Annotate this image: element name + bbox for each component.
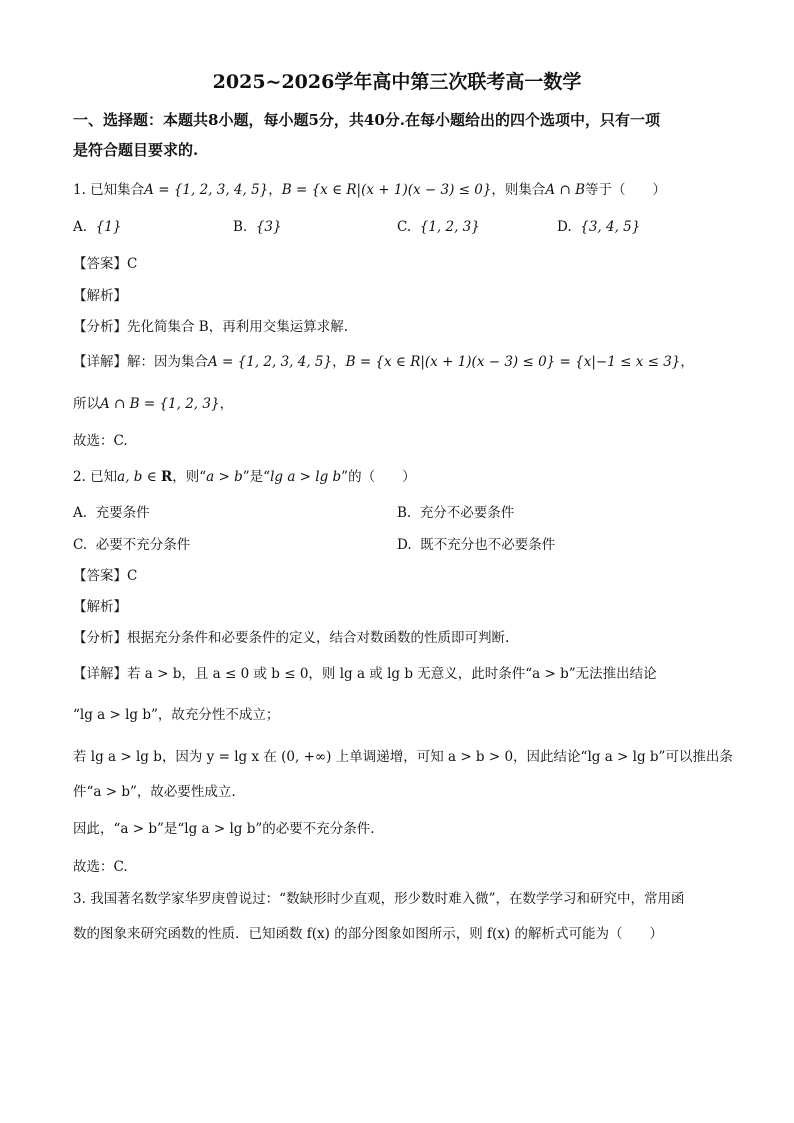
q2-option-c — [73, 535, 190, 555]
q2-option-d — [397, 535, 555, 555]
q1-detail — [73, 352, 694, 372]
option-value: 充要条件 — [95, 505, 150, 521]
q1-detail-prefix: 【详解】解：因为集合 — [73, 354, 208, 370]
q1-option-a — [73, 217, 121, 237]
option-label: B. — [233, 219, 248, 235]
q2-detail-line5: 因此，“a > b”是“lg a > lg b”的必要不充分条件. — [73, 821, 375, 837]
option-value: 充分不必要条件 — [419, 505, 515, 521]
q2-detail-line2: “lg a > lg b”，故充分性不成立； — [73, 707, 280, 723]
q2-stem-mid1: ，则“ — [172, 469, 207, 485]
q1-stem-suffix: 等于（ ） — [585, 182, 666, 198]
option-value: {1} — [95, 219, 122, 235]
section-heading-line2: 是符合题目要求的. — [73, 141, 199, 159]
q2-stem-prefix: 2. 已知 — [73, 469, 118, 485]
q1-stem-prefix: 1. 已知集合 — [73, 182, 145, 198]
q1-detail-end: ， — [680, 354, 694, 370]
q1-so — [73, 394, 233, 414]
section-heading-line1: 一、选择题：本题共8小题，每小题5分，共40分.在每小题给出的四个选项中，只有一项 — [73, 111, 660, 129]
option-label: C. — [73, 537, 88, 553]
q2-option-a — [73, 503, 150, 523]
q1-fenxi: 【分析】先化简集合 B，再利用交集运算求解. — [73, 319, 349, 335]
q2-answer: 【答案】C — [73, 568, 138, 584]
q1-answer: 【答案】C — [73, 256, 138, 272]
q1-stem-mid: ，则集合 — [491, 182, 546, 198]
q2-real-set: R — [161, 469, 173, 485]
q1-option-b — [233, 217, 282, 237]
option-label: D. — [557, 219, 572, 235]
q2-ab: a, b ∈ — [117, 469, 162, 485]
option-label: D. — [397, 537, 412, 553]
q1-detail-set-a: A = {1, 2, 3, 4, 5} — [208, 354, 333, 370]
option-label: C. — [397, 219, 412, 235]
q1-stem — [73, 180, 666, 200]
q2-cond2: lg a > lg b — [270, 469, 342, 485]
q1-option-c — [397, 217, 480, 237]
q1-so-prefix: 所以 — [73, 396, 100, 412]
q1-so-end: ， — [219, 396, 234, 412]
q2-option-b — [397, 503, 514, 523]
option-label: A. — [73, 219, 88, 235]
option-value: {3} — [255, 219, 282, 235]
q1-set-b: B = {x ∈ R|(x + 1)(x − 3) ≤ 0} — [281, 182, 492, 198]
option-value: {3, 4, 5} — [580, 219, 641, 235]
q1-separator: ， — [268, 182, 282, 198]
option-value: 必要不充分条件 — [95, 537, 191, 553]
q2-fenxi: 【分析】根据充分条件和必要条件的定义，结合对数函数的性质即可判断. — [73, 630, 510, 646]
q3-stem-line2: 数的图象来研究函数的性质．已知函数 f(x) 的部分图象如图所示，则 f(x) 的解析式可能为（ ） — [73, 926, 663, 942]
option-value: {1, 2, 3} — [419, 219, 480, 235]
q3-stem-line1: 3. 我国著名数学家华罗庚曾说过：“数缺形时少直观，形少数时难入微”，在数学学习和研究中，常用函 — [73, 891, 685, 907]
q2-detail-line4: 件“a > b”，故必要性成立. — [73, 784, 236, 800]
option-label: B. — [397, 505, 412, 521]
q2-cond1: a > b — [206, 469, 243, 485]
page-title: 2025~2026学年高中第三次联考高一数学 — [212, 71, 582, 93]
q2-choice: 故选：C. — [73, 859, 128, 875]
q2-analysis-heading: 【解析】 — [73, 599, 127, 615]
q2-detail-line3: 若 lg a > lg b，因为 y = lg x 在 (0, +∞) 上单调递增，可知 a > b > 0，因此结论“lg a > lg b”可以推出条 — [73, 749, 733, 765]
q1-set-a: A = {1, 2, 3, 4, 5} — [144, 182, 269, 198]
q1-so-expr: A ∩ B = {1, 2, 3} — [100, 396, 220, 412]
q2-stem — [73, 467, 416, 487]
q1-analysis-heading: 【解析】 — [73, 288, 127, 304]
q1-detail-sep: ， — [332, 354, 346, 370]
option-value: 既不充分也不必要条件 — [420, 537, 556, 553]
option-label: A. — [73, 505, 88, 521]
q1-option-d — [557, 217, 640, 237]
q2-stem-suffix: ”的（ ） — [341, 469, 416, 485]
q1-detail-set-b: B = {x ∈ R|(x + 1)(x − 3) ≤ 0} = {x|−1 ≤ x ≤ 3} — [345, 354, 681, 370]
q2-stem-mid2: ”是“ — [242, 469, 271, 485]
q2-detail-line1: 【详解】若 a > b，且 a ≤ 0 或 b ≤ 0，则 lg a 或 lg b 无意义，此时条件“a > b”无法推出结论 — [73, 666, 657, 682]
q1-intersection: A ∩ B — [545, 182, 585, 198]
q1-choice: 故选：C. — [73, 433, 128, 449]
